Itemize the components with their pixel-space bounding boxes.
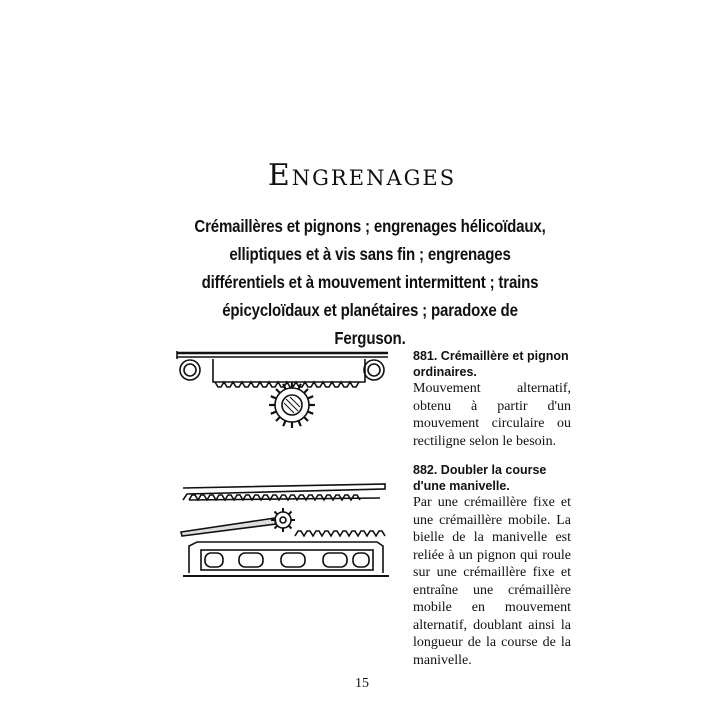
entry-title: 881. Crémaillère et pignon ordinaires. xyxy=(413,349,569,379)
entry-text: Par une crémaillère fixe et une crémaillère mobile. La bielle de la manivelle est reliée à un pignon qui roule sur une crémaillère fixe et entraîne une crémaillère mobile en mouvement alternatif, doublant ainsi la longueur de la course de la manivelle. xyxy=(413,495,571,668)
entry-882 xyxy=(413,462,571,669)
entry-text: Mouvement alternatif, obtenu à partir d'un mouvement circulaire ou rectiligne selon le besoin. xyxy=(413,381,571,449)
page-number: 15 xyxy=(355,676,369,691)
entry-title: 882. Doubler la course d'une manivelle. xyxy=(413,463,547,493)
chapter-subtitle: Crémaillères et pignons ; engrenages hélicoïdaux, elliptiques et à vis sans fin ; engrenages différentiels et à mouvement intermittent ; trains épicycloïdaux et planétaires ; paradoxe de Ferguson. xyxy=(194,216,546,348)
entry-881 xyxy=(413,348,571,450)
chapter-title: Engrenages xyxy=(267,158,457,193)
rack-and-pinion-icon xyxy=(175,345,390,445)
double-rack-crank-icon xyxy=(175,480,390,580)
